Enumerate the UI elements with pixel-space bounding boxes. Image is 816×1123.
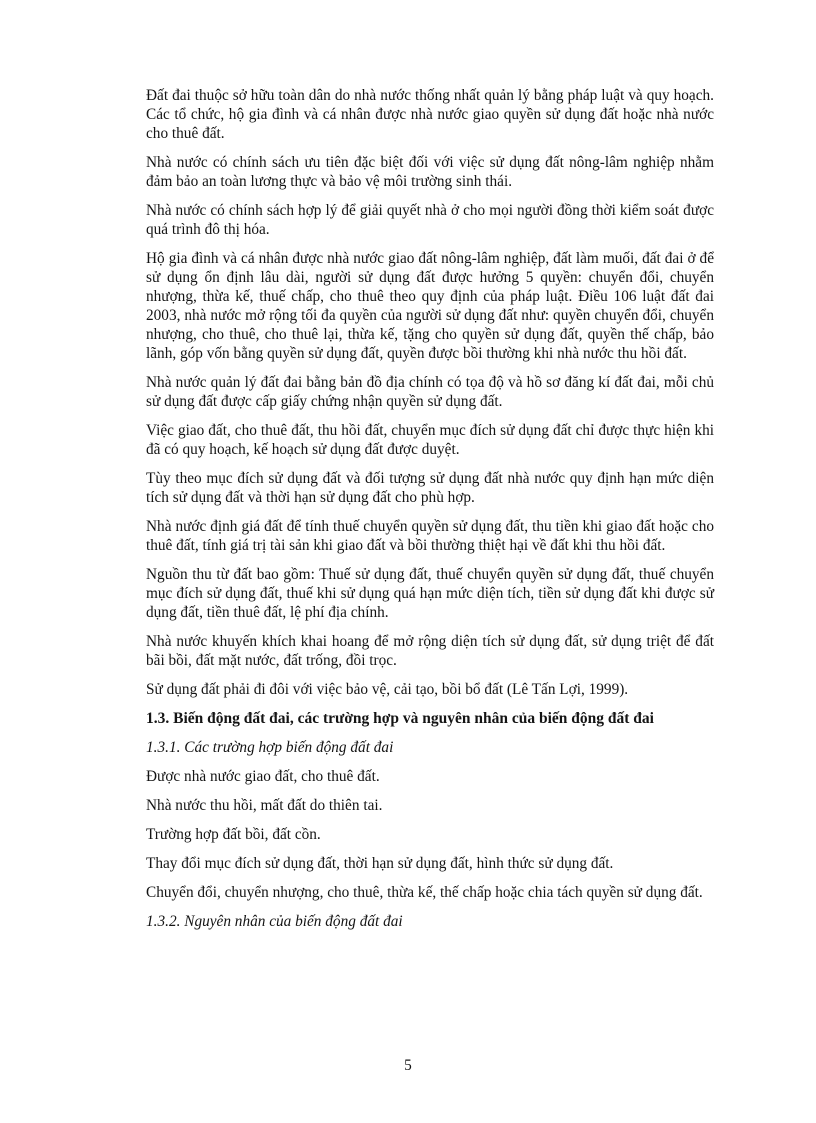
paragraph: Nguồn thu từ đất bao gồm: Thuế sử dụng đất, thuế chuyển quyền sử dụng đất, thuế chuyển mục đích sử dụng đất, thuế khi sử dụng quá hạn mức diện tích, tiền sử dụng đất khi được sử dụng đất, tiền thuê đất, lệ phí địa chính. [146,566,714,621]
paragraph: Hộ gia đình và cá nhân được nhà nước giao đất nông-lâm nghiệp, đất làm muối, đất đai ở để sử dụng ổn định lâu dài, người sử dụng đất được hưởng 5 quyền: chuyển đổi, chuyển nhượng, thừa kế, thuế chấp, cho thuê theo quy định của pháp luật. Điều 106 luật đất đai 2003, nhà nước mở rộng tối đa quyền của người sử dụng đất như: quyền chuyển đổi, chuyển nhượng, cho thuê, cho thuê lại, thừa kế, tặng cho quyền sử dụng đất, quyền thế chấp, bảo lãnh, góp vốn bằng quyền sử dụng đất, quyền được bồi thường khi nhà nước thu hồi đất. [146,250,714,362]
paragraph: Nhà nước quản lý đất đai bằng bản đồ địa chính có tọa độ và hồ sơ đăng kí đất đai, mỗi chủ sử dụng đất được cấp giấy chứng nhận quyền sử dụng đất. [146,374,714,410]
paragraph: Nhà nước có chính sách hợp lý để giải quyết nhà ở cho mọi người đồng thời kiểm soát được quá trình đô thị hóa. [146,202,714,238]
paragraph: Chuyển đổi, chuyển nhượng, cho thuê, thừa kế, thế chấp hoặc chia tách quyền sử dụng đất. [146,884,703,901]
paragraph: Việc giao đất, cho thuê đất, thu hồi đất, chuyển mục đích sử dụng đất chỉ được thực hiện khi đã có quy hoạch, kế hoạch sử dụng đất được duyệt. [146,422,714,458]
paragraph: Đất đai thuộc sở hữu toàn dân do nhà nước thống nhất quản lý bằng pháp luật và quy hoạch. Các tổ chức, hộ gia đình và cá nhân được nhà nước giao quyền sử dụng đất hoặc nhà nước cho thuê đất. [146,87,714,142]
paragraph: Sử dụng đất phải đi đôi với việc bảo vệ, cải tạo, bồi bổ đất (Lê Tấn Lợi, 1999). [146,681,629,698]
page-number: 5 [404,1057,412,1074]
paragraph: Nhà nước thu hồi, mất đất do thiên tai. [146,797,383,814]
subsection-heading: 1.3.1. Các trường hợp biến động đất đai [146,739,394,756]
section-heading: 1.3. Biến động đất đai, các trường hợp và nguyên nhân của biến động đất đai [146,710,654,727]
paragraph: Được nhà nước giao đất, cho thuê đất. [146,768,380,785]
subsection-heading: 1.3.2. Nguyên nhân của biến động đất đai [146,913,403,930]
paragraph: Nhà nước có chính sách ưu tiên đặc biệt đối với việc sử dụng đất nông-lâm nghiệp nhằm đảm bảo an toàn lương thực và bảo vệ môi trường sinh thái. [146,154,714,190]
paragraph: Nhà nước khuyến khích khai hoang để mở rộng diện tích sử dụng đất, sử dụng triệt để đất bãi bồi, đất mặt nước, đất trống, đồi trọc. [146,633,714,669]
paragraph: Tùy theo mục đích sử dụng đất và đối tượng sử dụng đất nhà nước quy định hạn mức diện tích sử dụng đất và thời hạn sử dụng đất cho phù hợp. [146,470,714,506]
paragraph: Thay đổi mục đích sử dụng đất, thời hạn sử dụng đất, hình thức sử dụng đất. [146,855,614,872]
paragraph: Trường hợp đất bồi, đất cồn. [146,826,321,843]
document-page [146,86,714,941]
paragraph: Nhà nước định giá đất để tính thuế chuyển quyền sử dụng đất, thu tiền khi giao đất hoặc cho thuê đất, tính giá trị tài sản khi giao đất và bồi thường thiệt hại về đất khi thu hồi đất. [146,518,714,554]
